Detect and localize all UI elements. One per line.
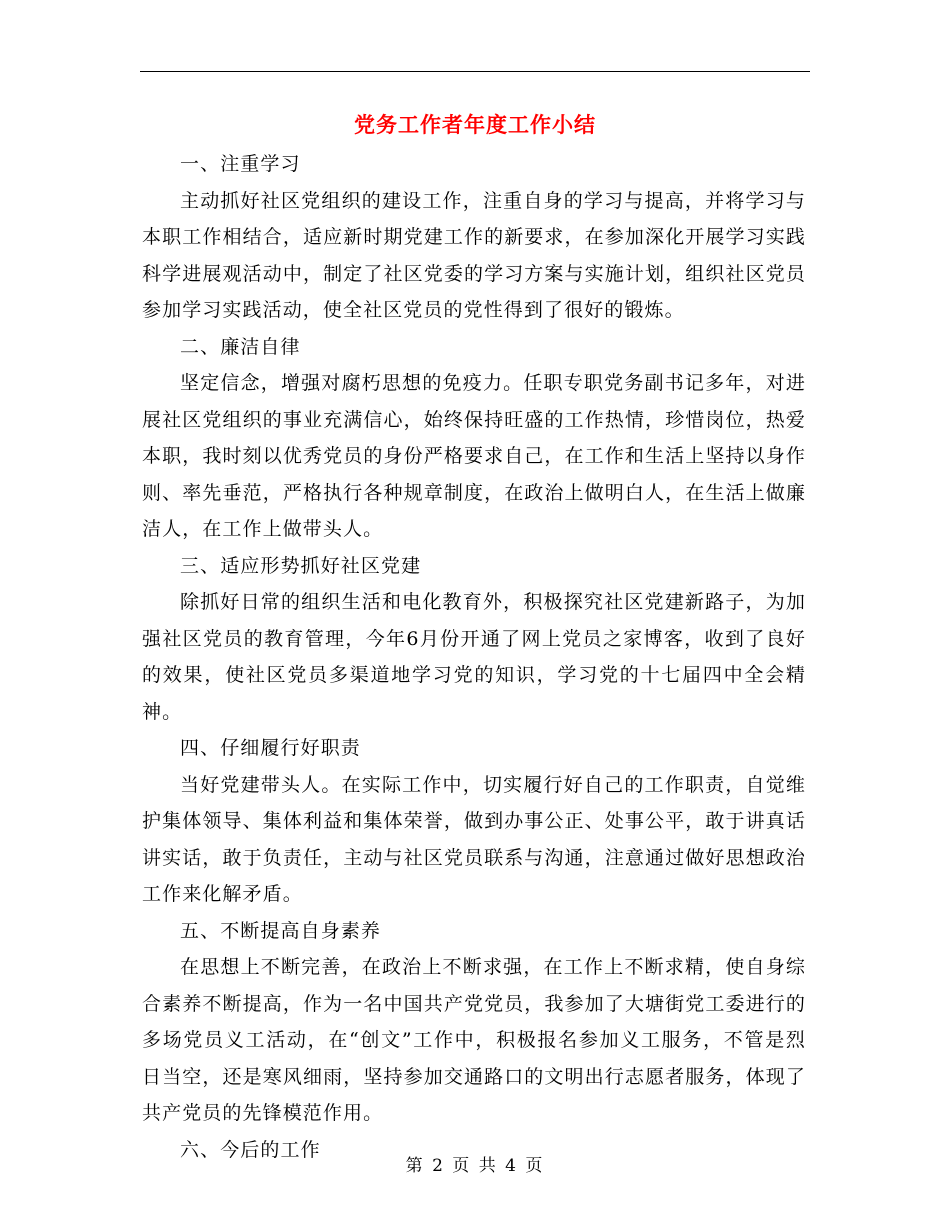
section-5-paragraph: 在思想上不断完善，在政治上不断求强，在工作上不断求精，使自身综合素养不断提高，作为一名中国共产党党员，我参加了大塘街党工委进行的多场党员义工活动，在“创文”工作中，积极报名参加义工服务，不管是烈日当空，还是寒风细雨，坚持参加交通路口的文明出行志愿者服务，体现了共产党员的先锋模范作用。 <box>142 956 806 1124</box>
page-footer: 第 2 页 共 4 页 <box>405 1156 545 1176</box>
section-6-heading: 六、今后的工作 <box>180 1138 321 1161</box>
section-1-heading: 一、注重学习 <box>180 153 301 175</box>
section-1-paragraph: 主动抓好社区党组织的建设工作，注重自身的学习与提高，并将学习与本职工作相结合，适应新时期党建工作的新要求，在参加深化开展学习实践科学进展观活动中，制定了社区党委的学习方案与实施计划，组织社区党员参加学习实践活动，使全社区党员的党性得到了很好的锻炼。 <box>142 189 806 321</box>
section-4-heading: 四、仔细履行好职责 <box>180 737 361 759</box>
section-2-paragraph: 坚定信念，增强对腐朽思想的免疫力。任职专职党务副书记多年，对进展社区党组织的事业充满信心，始终保持旺盛的工作热情，珍惜岗位，热爱本职，我时刻以优秀党员的身份严格要求自己，在工作和生活上坚持以身作则、率先垂范，严格执行各种规章制度，在政治上做明白人，在生活上做廉洁人，在工作上做带头人。 <box>142 372 806 540</box>
section-5-heading: 五、不断提高自身素养 <box>180 919 382 942</box>
document-body <box>142 146 806 1168</box>
section-3-heading: 三、适应形势抓好社区党建 <box>180 554 422 577</box>
section-4-paragraph: 当好党建带头人。在实际工作中，切实履行好自己的工作职责，自觉维护集体领导、集体利益和集体荣誉，做到办事公正、处事公平，敢于讲真话讲实话，敢于负责任，主动与社区党员联系与沟通，注意通过做好思想政治工作来化解矛盾。 <box>142 773 806 905</box>
section-2-heading: 二、廉洁自律 <box>180 335 301 358</box>
document-title: 党务工作者年度工作小结 <box>354 112 596 137</box>
section-3-paragraph: 除抓好日常的组织生活和电化教育外，积极探究社区党建新路子，为加强社区党员的教育管理，今年6月份开通了网上党员之家博客，收到了良好的效果，使社区党员多渠道地学习党的知识，学习党的十七届四中全会精神。 <box>142 591 806 723</box>
header-rule <box>140 71 810 72</box>
